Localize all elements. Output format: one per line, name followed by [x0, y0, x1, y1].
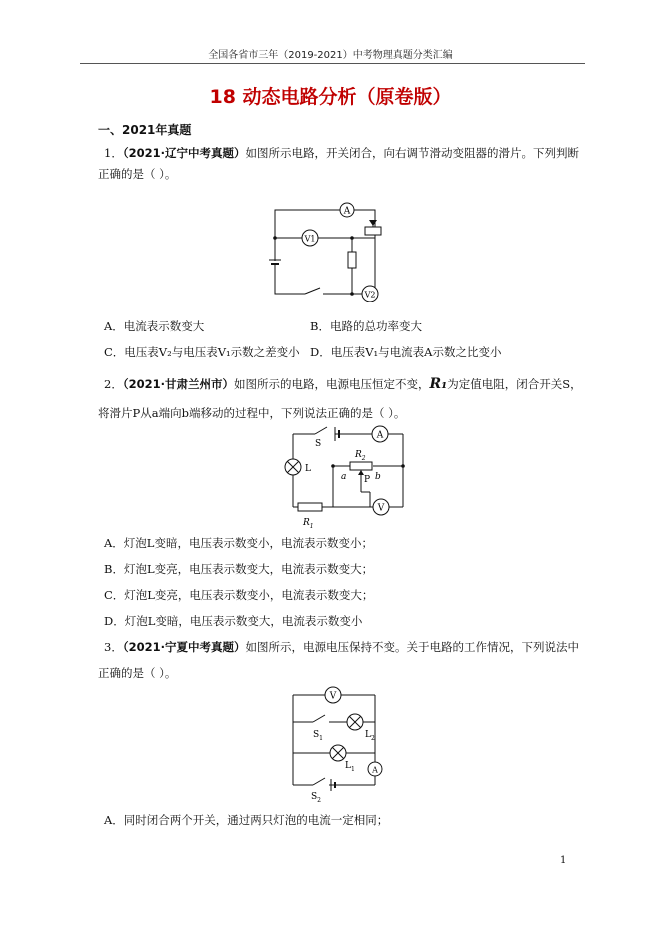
- q3-l1-label: $L_1$: [345, 761, 355, 773]
- q2-option-d: D．灯泡L变暗，电压表示数变大，电流表示数变小: [104, 614, 363, 628]
- section-heading: 一、2021年真题: [98, 123, 192, 137]
- header-rule: [80, 63, 585, 64]
- q2-resistor-r1: [298, 503, 322, 511]
- q3-ammeter: [368, 762, 382, 776]
- q1-voltmeter-v2: [362, 286, 378, 302]
- q3-switch-s2: [313, 778, 325, 785]
- q1-source: （2021·辽宁中考真题）: [122, 146, 246, 160]
- q2-text-a2: 为定值电阻，闭合开关S，: [447, 377, 582, 391]
- q3-line-2: 正确的是（ ）。: [98, 666, 177, 680]
- q2-rheostat-r2: [350, 462, 372, 470]
- q1-option-b: B．电路的总功率变大: [310, 319, 422, 333]
- q3-source: （2021·宁夏中考真题）: [122, 640, 246, 654]
- q2-lamp-label: L: [305, 464, 311, 474]
- page-number: 1: [560, 855, 567, 866]
- q2-line-2: 将滑片P从a端向b端移动的过程中，下列说法正确的是（ ）。: [98, 406, 406, 420]
- q2-text-a1: 如图所示的电路，电源电压恒定不变，: [233, 377, 430, 391]
- q3-switch-s1: [313, 715, 325, 722]
- q2-a-label: a: [341, 472, 347, 482]
- q2-lamp: [285, 459, 301, 475]
- q1-line-1: [104, 145, 579, 161]
- page-title: 18 动态电路分析（原卷版）: [209, 86, 452, 108]
- q2-option-c: C．灯泡L变亮，电压表示数变小，电流表示数变大；: [104, 588, 374, 602]
- q3-line-1: [104, 639, 579, 655]
- q1-option-d: D．电压表V₁与电流表A示数之比变小: [310, 345, 502, 359]
- q2-switch-label: S: [315, 439, 322, 449]
- running-header: 全国各省市三年（2019-2021）中考物理真题分类汇编: [208, 50, 453, 61]
- q2-circuit-figure: [275, 422, 415, 530]
- q3-text-a: 如图所示，电源电压保持不变。关于电路的工作情况，下列说法中: [245, 640, 579, 654]
- q3-lamp-l1: [330, 745, 346, 761]
- q1-voltmeter-v1: [302, 230, 318, 246]
- q2-ammeter-label: A: [376, 430, 384, 441]
- q1-option-a: A．电流表示数变大: [104, 319, 205, 333]
- q2-r1-symbol: R₁: [429, 376, 448, 392]
- q2-option-b: B．灯泡L变亮，电压表示数变大，电流表示数变大；: [104, 562, 374, 576]
- q3-l2-label: $L_2$: [365, 730, 375, 742]
- q2-voltmeter-label: V: [377, 503, 385, 514]
- q1-switch: [305, 288, 323, 298]
- q1-option-c: C．电压表V₂与电压表V₁示数之差变小: [104, 345, 300, 359]
- q3-option-a: A．同时闭合两个开关，通过两只灯泡的电流一定相同；: [104, 813, 389, 827]
- q3-voltmeter-label: V: [329, 691, 337, 702]
- q1-line-2: 正确的是（ ）。: [98, 167, 177, 181]
- q2-p-label: P: [364, 475, 371, 485]
- q1-number: 1．: [104, 146, 123, 160]
- q2-ammeter: [372, 426, 388, 442]
- q2-option-a: A．灯泡L变暗，电压表示数变小，电流表示数变小；: [104, 536, 373, 550]
- q1-text-a: 如图所示电路，开关闭合，向右调节滑动变阻器的滑片。下列判断: [245, 146, 579, 160]
- q3-circuit-figure: [285, 685, 385, 805]
- q2-r1-label: $R_1$: [303, 518, 314, 530]
- q2-source: （2021·甘肃兰州市）: [122, 377, 234, 391]
- q2-number: 2．: [104, 377, 123, 391]
- q2-switch: [315, 427, 327, 434]
- q3-s2-label: $S_2$: [311, 792, 321, 804]
- q2-voltmeter: [373, 499, 389, 515]
- q2-line-1: [104, 376, 582, 392]
- q2-r2-label: $R_2$: [355, 450, 366, 462]
- q1-ammeter: [340, 203, 354, 217]
- q1-v2-label: V2: [364, 290, 376, 300]
- q1-rheostat: [365, 220, 381, 235]
- q2-b-label: b: [375, 472, 381, 482]
- q1-ammeter-label: A: [343, 206, 351, 217]
- q3-lamp-l2: [347, 714, 363, 730]
- q3-ammeter-label: A: [372, 765, 378, 775]
- q1-fixed-resistor: [348, 252, 356, 268]
- q1-circuit-figure: [265, 200, 390, 302]
- q1-v1-label: V1: [304, 234, 316, 244]
- q3-s1-label: $S_1$: [313, 730, 323, 742]
- q3-number: 3．: [104, 640, 123, 654]
- q3-voltmeter: [325, 687, 341, 703]
